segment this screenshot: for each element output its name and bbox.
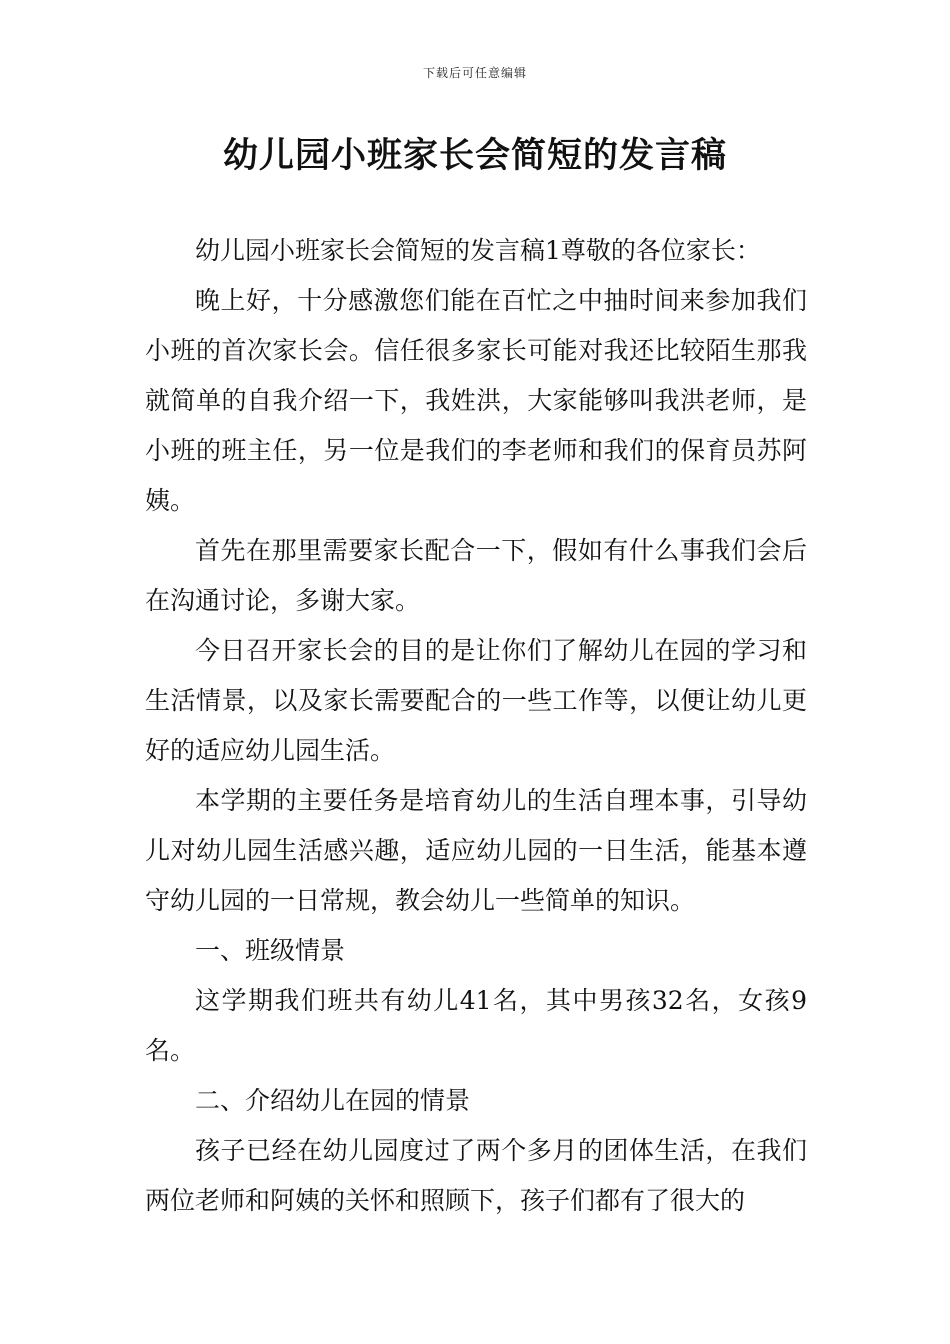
section-heading-class-situation: 一、班级情景 <box>195 936 346 965</box>
paragraph-purpose: 今日召开家长会的目的是让你们了解幼儿在园的学习和生活情景，以及家长需要配合的一些工作等，以便让幼儿更好的适应幼儿园生活。 <box>145 636 807 765</box>
page-title: 幼儿园小班家长会简短的发言稿 <box>222 136 727 176</box>
paragraph-greeting: 幼儿园小班家长会简短的发言稿1尊敬的各位家长： <box>195 236 761 265</box>
paragraph-request: 首先在那里需要家长配合一下，假如有什么事我们会后在沟通讨论，多谢大家。 <box>145 536 807 615</box>
paragraph-tasks: 本学期的主要任务是培育幼儿的生活自理本事，引导幼儿对幼儿园生活感兴趣，适应幼儿园的一日生活，能基本遵守幼儿园的一日常规，教会幼儿一些简单的知识。 <box>145 786 807 915</box>
header-note: 下载后可任意编辑 <box>422 66 527 80</box>
paragraph-introduction: 晚上好，十分感激您们能在百忙之中抽时间来参加我们小班的首次家长会。信任很多家长可能对我还比较陌生那我就简单的自我介绍一下，我姓洪，大家能够叫我洪老师，是小班的班主任，另一位是我们的李老师和我们的保育员苏阿姨。 <box>145 286 807 515</box>
document-body <box>145 226 807 1226</box>
paragraph-class-count: 这学期我们班共有幼儿41名，其中男孩32名，女孩9名。 <box>145 986 807 1065</box>
paragraph-children-progress: 孩子已经在幼儿园度过了两个多月的团体生活，在我们两位老师和阿姨的关怀和照顾下，孩子们都有了很大的 <box>145 1136 807 1215</box>
section-heading-children-situation: 二、介绍幼儿在园的情景 <box>195 1086 471 1115</box>
